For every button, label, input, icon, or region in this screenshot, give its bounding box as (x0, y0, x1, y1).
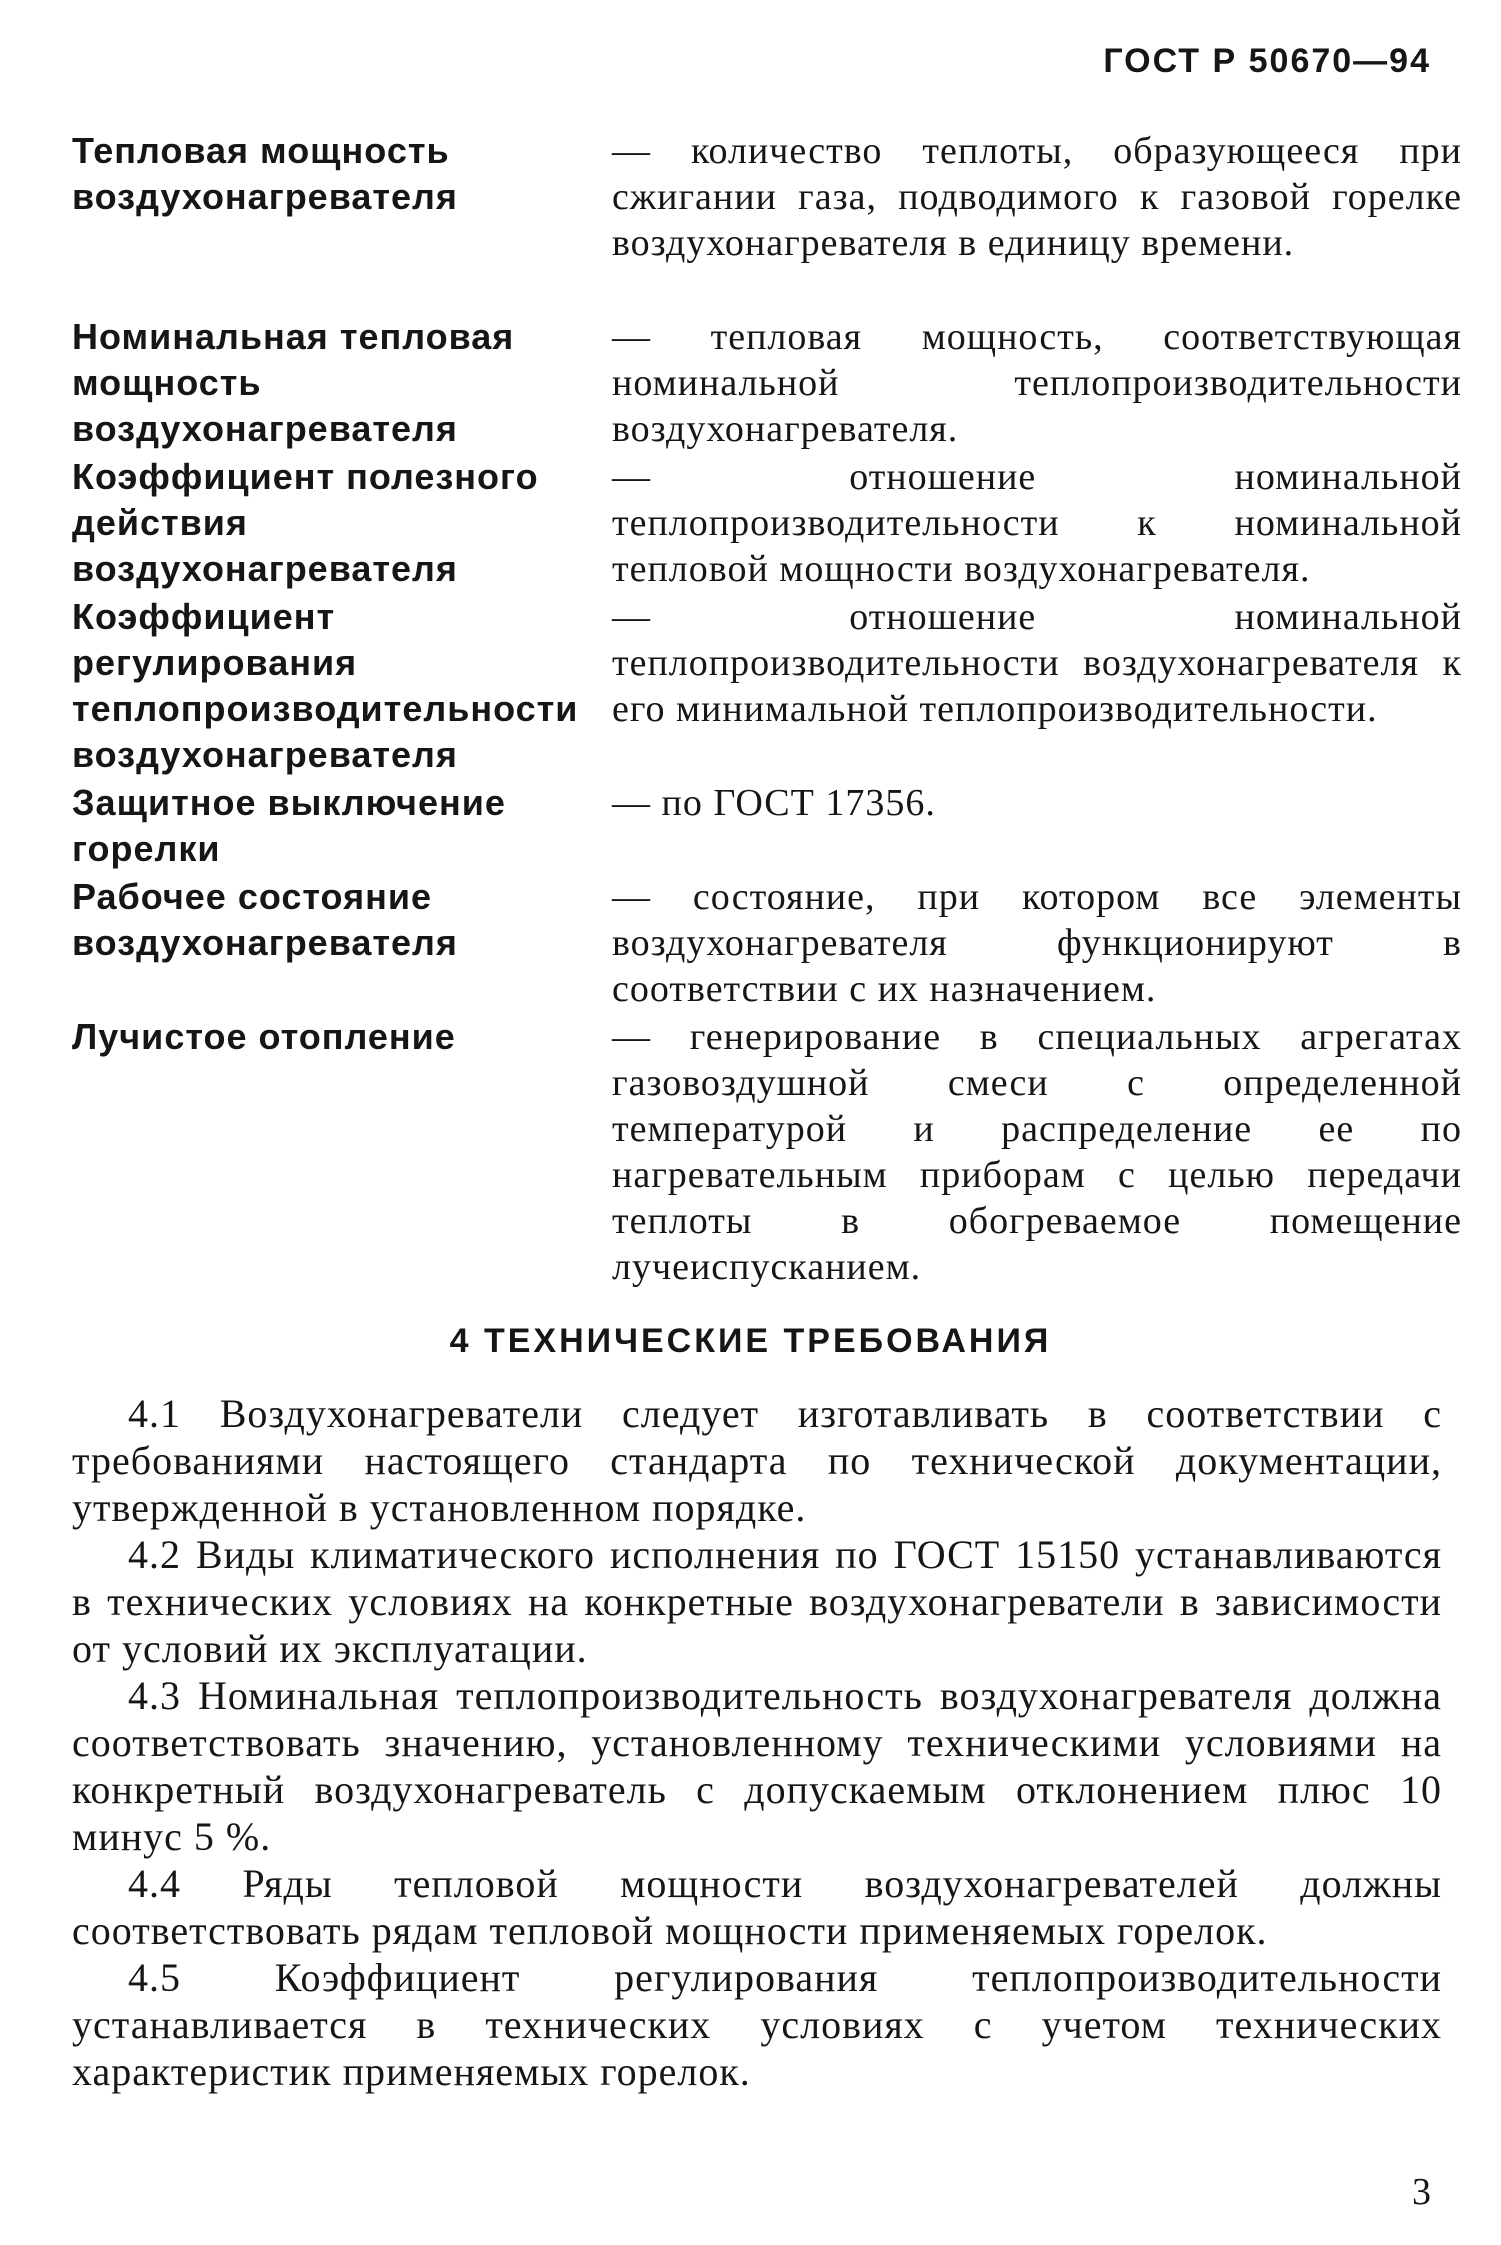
definition-row (72, 874, 1462, 1012)
definition-row (72, 594, 1462, 778)
definition-term: Защитное выключение горелки (72, 782, 506, 869)
definition-term: Лучистое отопление (72, 1016, 456, 1057)
definition-row (72, 780, 1452, 872)
section-title: 4 ТЕХНИЧЕСКИЕ ТРЕБОВАНИЯ (449, 1322, 1052, 1360)
definition-description: — по ГОСТ 17356. (612, 782, 936, 824)
definition-term: Тепловая мощность воздухонагревателя (72, 130, 458, 217)
definition-description: — отношение номинальной теплопроизводительности к номинальной тепловой мощности воздухонагревателя. (612, 456, 1462, 590)
definitions-list (72, 128, 1462, 1292)
definition-term: Рабочее состояние воздухонагревателя (72, 876, 458, 963)
paragraph-4-5: 4.5 Коэффициент регулирования теплопроизводительности устанавливается в технических условиях с учетом технических характеристик применяемых горелок. (72, 1955, 1442, 2094)
definition-description: — генерирование в специальных агрегатах газовоздушной смеси с определенной температурой и распределение ее по нагревательным приборам с целью передачи теплоты в обогреваемое помещение лучеиспусканием. (612, 1016, 1462, 1288)
definition-term: Коэффициент полезного действия воздухонагревателя (72, 456, 539, 589)
paragraph-4-1: 4.1 Воздухонагреватели следует изготавливать в соответствии с требованиями настоящего стандарта по технической документации, утвержденной в установленном порядке. (72, 1391, 1442, 1530)
definition-row (72, 314, 1462, 452)
definition-description: — отношение номинальной теплопроизводительности воздухонагревателя к его минимальной теплопроизводительности. (612, 596, 1462, 730)
standard-header: ГОСТ Р 50670—94 (1103, 42, 1431, 80)
definition-description: — тепловая мощность, соответствующая номинальной теплопроизводительности воздухонагревателя. (612, 316, 1462, 450)
paragraph-4-3: 4.3 Номинальная теплопроизводительность воздухонагревателя должна соответствовать значению, установленному техническими условиями на конкретный воздухонагреватель с допускаемым отклонением плюс 10 минус 5 %. (72, 1673, 1442, 1859)
paragraph-4-2: 4.2 Виды климатического исполнения по ГОСТ 15150 устанавливаются в технических условиях на конкретные воздухонагреватели в зависимости от условий их эксплуатации. (72, 1532, 1442, 1671)
definition-term: Номинальная тепловая мощность воздухонагревателя (72, 316, 515, 449)
page-number: 3 (1412, 2171, 1431, 2213)
definition-row (72, 1014, 1462, 1290)
definition-description: — количество теплоты, образующееся при сжигании газа, подводимого к газовой горелке воздухонагревателя в единицу времени. (612, 130, 1462, 264)
paragraph-4-4: 4.4 Ряды тепловой мощности воздухонагревателей должны соответствовать рядам тепловой мощности применяемых горелок. (72, 1861, 1442, 1953)
section-body (72, 1390, 1442, 2095)
definition-description: — состояние, при котором все элементы воздухонагревателя функционируют в соответствии с их назначением. (612, 876, 1462, 1010)
definition-term: Коэффициент регулирования теплопроизводительности воздухонагревателя (72, 596, 579, 775)
definition-row (72, 454, 1462, 592)
definition-row (72, 128, 1462, 266)
